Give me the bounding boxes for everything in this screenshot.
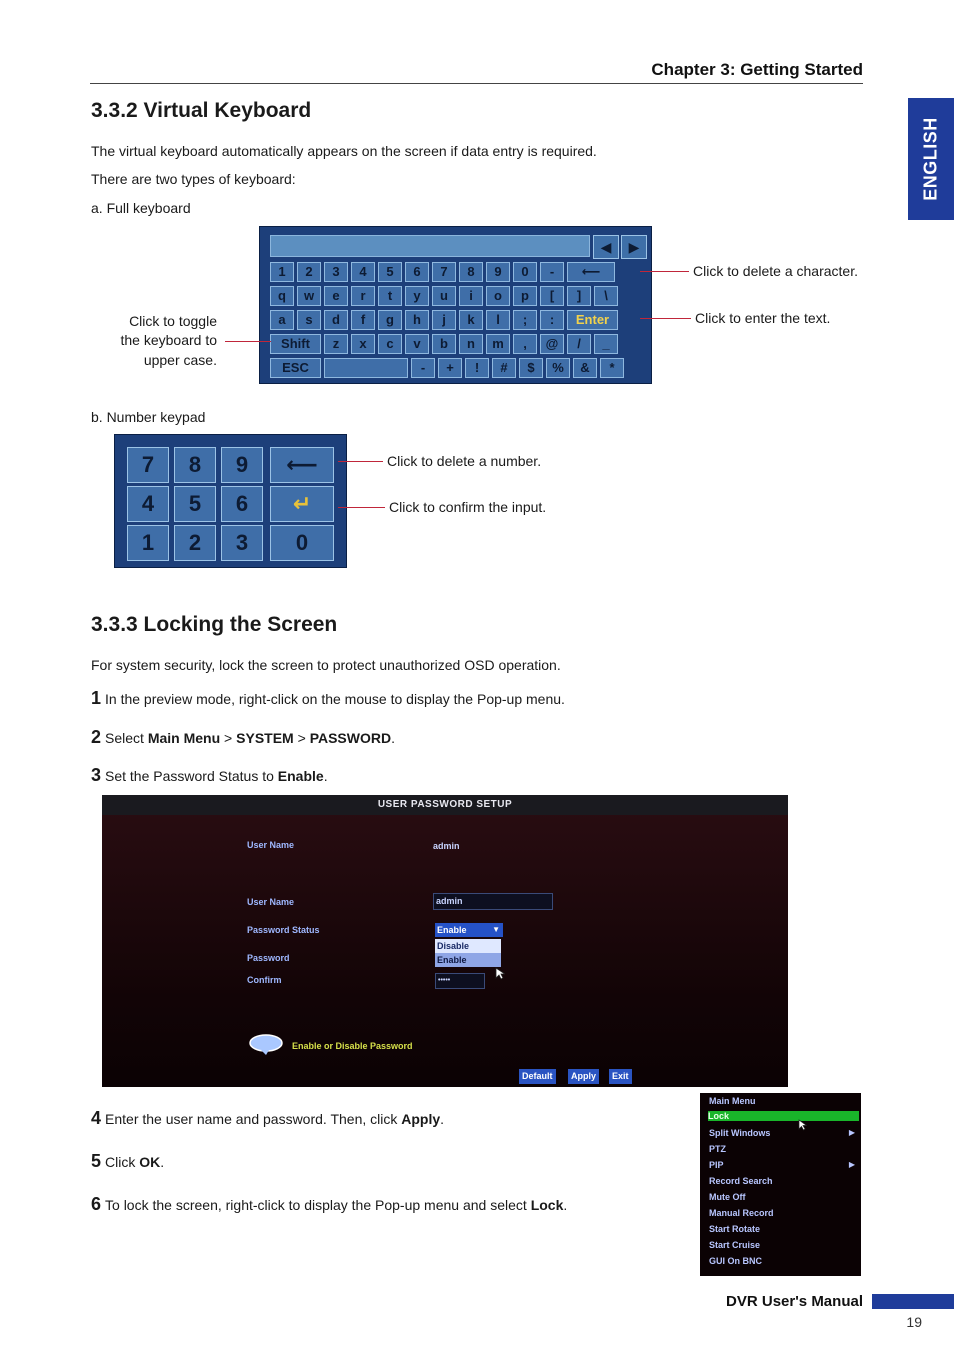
footer-bar <box>872 1294 954 1309</box>
key[interactable]: k <box>459 310 483 330</box>
key[interactable]: \ <box>594 286 618 306</box>
key[interactable]: / <box>567 334 591 354</box>
submenu-arrow-icon: ▶ <box>848 1160 855 1169</box>
confirm-label: Confirm <box>247 975 282 985</box>
callout-delete-character: Click to delete a character. <box>693 263 858 279</box>
leader-line <box>640 271 689 272</box>
key[interactable]: v <box>405 334 429 354</box>
step-4: 4 Enter the user name and password. Then, click Apply. <box>91 1108 445 1128</box>
key[interactable]: * <box>600 358 624 378</box>
key[interactable]: o <box>486 286 510 306</box>
chevron-down-icon: ▼ <box>492 925 500 934</box>
backspace-key[interactable]: ⟵ <box>567 262 615 282</box>
key[interactable]: z <box>324 334 348 354</box>
user-name-label: User Name <box>247 897 295 907</box>
key[interactable]: + <box>438 358 462 378</box>
key[interactable]: % <box>546 358 570 378</box>
exit-button[interactable]: Exit <box>609 1069 632 1084</box>
key[interactable]: g <box>378 310 402 330</box>
keypad-key[interactable]: 1 <box>127 525 169 561</box>
leader-line <box>338 461 383 462</box>
menu-item-mute-off[interactable]: Mute Off <box>709 1192 746 1202</box>
key[interactable]: ] <box>567 286 591 306</box>
password-status-label: Password Status <box>247 925 320 935</box>
keypad-key[interactable]: 2 <box>174 525 216 561</box>
key[interactable]: & <box>573 358 597 378</box>
menu-item-gui-on-bnc[interactable]: GUI On BNC <box>709 1256 762 1266</box>
intro-text: The virtual keyboard automatically appears on the screen if data entry is required. <box>91 143 597 159</box>
option-enable[interactable]: Enable <box>435 953 501 967</box>
esc-key[interactable]: ESC <box>270 358 321 378</box>
step-6: 6 To lock the screen, right-click to display the Pop-up menu and select Lock. <box>91 1194 568 1214</box>
user-name-label: User Name <box>247 840 295 850</box>
key[interactable]: 4 <box>351 262 375 282</box>
key[interactable]: 5 <box>378 262 402 282</box>
password-setup-title: USER PASSWORD SETUP <box>102 795 788 815</box>
keyboard-row-4 <box>270 334 618 354</box>
footer-manual-title: DVR User's Manual <box>726 1293 863 1310</box>
key[interactable]: i <box>459 286 483 306</box>
section-heading-locking: 3.3.3 Locking the Screen <box>91 613 338 636</box>
menu-item-start-cruise[interactable]: Start Cruise <box>709 1240 761 1250</box>
number-keypad-label: b. Number keypad <box>91 409 206 425</box>
keypad-key[interactable]: 9 <box>221 447 263 483</box>
key[interactable]: $ <box>519 358 543 378</box>
key[interactable]: p <box>513 286 537 306</box>
key[interactable]: w <box>297 286 321 306</box>
step-5: 5 Click OK. <box>91 1151 165 1171</box>
key[interactable]: c <box>378 334 402 354</box>
keypad-key[interactable]: 6 <box>221 486 263 522</box>
key[interactable]: x <box>351 334 375 354</box>
header-rule <box>90 83 863 84</box>
chapter-title: Chapter 3: Getting Started <box>651 60 863 79</box>
keypad-key[interactable]: 4 <box>127 486 169 522</box>
menu-item-manual-record[interactable]: Manual Record <box>709 1208 774 1218</box>
keypad-key[interactable]: 8 <box>174 447 216 483</box>
keypad-key[interactable]: 3 <box>221 525 263 561</box>
key[interactable]: t <box>378 286 402 306</box>
leader-line <box>338 507 385 508</box>
enter-key[interactable]: Enter <box>567 310 618 330</box>
key[interactable]: d <box>324 310 348 330</box>
mouse-cursor-icon <box>798 1119 807 1131</box>
password-hint-text: Enable or Disable Password <box>292 1041 413 1051</box>
password-label: Password <box>247 953 290 963</box>
key[interactable]: s <box>297 310 321 330</box>
language-tab-label: ENGLISH <box>920 117 941 201</box>
step-1: 1 In the preview mode, right-click on the mouse to display the Pop-up menu. <box>91 688 565 708</box>
keyboard-row-3 <box>270 310 618 330</box>
default-button[interactable]: Default <box>519 1069 556 1084</box>
section-heading-virtual-keyboard: 3.3.2 Virtual Keyboard <box>91 99 312 122</box>
popup-menu <box>700 1093 861 1276</box>
key[interactable]: 8 <box>459 262 483 282</box>
key[interactable]: ! <box>465 358 489 378</box>
keypad-enter-key[interactable]: ↵ <box>270 486 334 522</box>
leader-line <box>225 341 271 342</box>
space-key[interactable] <box>324 358 408 378</box>
keypad-key[interactable]: 5 <box>174 486 216 522</box>
keyboard-text-field[interactable] <box>270 235 590 257</box>
password-status-select[interactable]: Enable ▼ <box>435 923 503 937</box>
key[interactable]: : <box>540 310 564 330</box>
menu-item-split-windows[interactable]: Split Windows <box>709 1128 771 1138</box>
keyboard-row-1 <box>270 262 615 282</box>
user-name-input[interactable]: admin <box>433 893 553 910</box>
callout-toggle-3: upper case. <box>143 352 217 368</box>
callout-toggle-1: Click to toggle <box>129 313 217 329</box>
key[interactable]: - <box>411 358 435 378</box>
key[interactable]: f <box>351 310 375 330</box>
key[interactable]: 0 <box>513 262 537 282</box>
number-keypad <box>114 434 347 568</box>
locking-intro: For system security, lock the screen to protect unauthorized OSD operation. <box>91 657 561 673</box>
callout-delete-number: Click to delete a number. <box>387 453 542 469</box>
menu-item-lock[interactable]: Lock <box>708 1111 859 1121</box>
callout-toggle-2: the keyboard to <box>120 332 217 348</box>
keyboard-row-2 <box>270 286 618 306</box>
key[interactable]: e <box>324 286 348 306</box>
key[interactable]: 9 <box>486 262 510 282</box>
key[interactable]: m <box>486 334 510 354</box>
cursor-right-key[interactable]: ▶ <box>621 235 647 259</box>
menu-item-record-search[interactable]: Record Search <box>709 1176 773 1186</box>
password-setup-screen <box>102 795 788 1087</box>
apply-button[interactable]: Apply <box>568 1069 599 1084</box>
key[interactable]: ; <box>513 310 537 330</box>
key[interactable]: 7 <box>432 262 456 282</box>
key[interactable]: [ <box>540 286 564 306</box>
key[interactable]: u <box>432 286 456 306</box>
key[interactable]: h <box>405 310 429 330</box>
mouse-cursor-icon <box>495 967 505 980</box>
key[interactable]: r <box>351 286 375 306</box>
menu-item-ptz[interactable]: PTZ <box>709 1144 726 1154</box>
key[interactable]: 1 <box>270 262 294 282</box>
keyboard-row-5 <box>270 358 624 378</box>
full-keyboard <box>259 226 652 384</box>
option-disable[interactable]: Disable <box>435 939 501 953</box>
key[interactable]: n <box>459 334 483 354</box>
key[interactable]: j <box>432 310 456 330</box>
key[interactable]: # <box>492 358 516 378</box>
key[interactable]: 6 <box>405 262 429 282</box>
full-keyboard-label: a. Full keyboard <box>91 200 191 216</box>
key[interactable]: @ <box>540 334 564 354</box>
language-tab <box>908 98 954 220</box>
types-text: There are two types of keyboard: <box>91 171 296 187</box>
callout-confirm-input: Click to confirm the input. <box>389 499 547 515</box>
info-bubble-icon <box>249 1033 283 1055</box>
shift-key[interactable]: Shift <box>270 334 321 354</box>
key[interactable]: a <box>270 310 294 330</box>
key[interactable]: b <box>432 334 456 354</box>
key[interactable]: , <box>513 334 537 354</box>
menu-item-pip[interactable]: PIP <box>709 1160 724 1170</box>
step-3: 3 Set the Password Status to Enable. <box>91 765 328 785</box>
key[interactable]: q <box>270 286 294 306</box>
step-2: 2 Select Main Menu > SYSTEM > PASSWORD. <box>91 727 395 747</box>
key[interactable]: - <box>540 262 564 282</box>
cursor-left-key[interactable]: ◀ <box>593 235 619 259</box>
key[interactable]: 3 <box>324 262 348 282</box>
confirm-input[interactable]: ••••• <box>435 973 485 989</box>
keypad-backspace-key[interactable]: ⟵ <box>270 447 334 483</box>
submenu-arrow-icon: ▶ <box>848 1128 855 1137</box>
user-name-value: admin <box>433 841 460 851</box>
keypad-key[interactable]: 7 <box>127 447 169 483</box>
page-number: 19 <box>906 1314 922 1330</box>
leader-line <box>640 318 691 319</box>
key[interactable]: y <box>405 286 429 306</box>
keypad-key[interactable]: 0 <box>270 525 334 561</box>
menu-item-main-menu[interactable]: Main Menu <box>709 1096 756 1106</box>
key[interactable]: 2 <box>297 262 321 282</box>
menu-item-start-rotate[interactable]: Start Rotate <box>709 1224 761 1234</box>
key[interactable]: _ <box>594 334 618 354</box>
callout-enter-text: Click to enter the text. <box>695 310 831 326</box>
key[interactable]: l <box>486 310 510 330</box>
